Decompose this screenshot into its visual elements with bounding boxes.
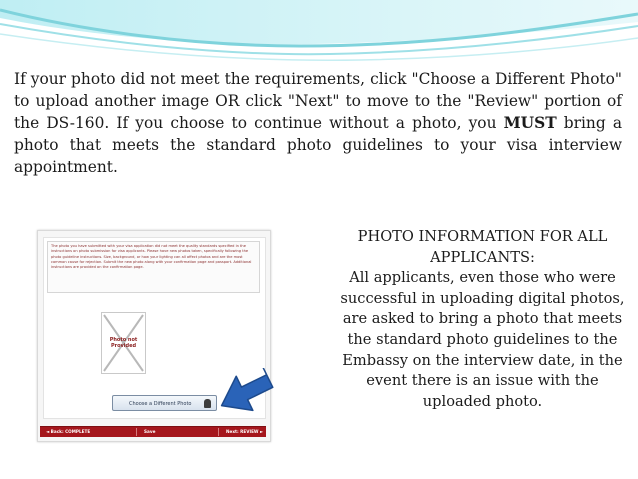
back-complete-button[interactable]: ◄ Back: COMPLETE	[46, 429, 91, 434]
photo-info-body: All applicants, even those who were successful in uploading digital photos, are asked to bring a photo that meets the standard photo guidelines to the Embassy on the interview date, in the event there is an issue with the uploaded photo.	[340, 269, 625, 410]
nav-divider	[218, 428, 219, 436]
instruction-paragraph	[14, 68, 622, 178]
photo-information-panel	[340, 227, 625, 412]
save-button[interactable]: Save	[144, 429, 156, 434]
person-icon	[204, 399, 211, 408]
instruction-text-part1: If your photo did not meet the requirements, click "Choose a Different Photo" to upload another image OR click "Next" to move to the "Review" portion of the DS-160. If you choose to continue without a photo, you	[14, 70, 622, 132]
choose-button-label: Choose a Different Photo	[129, 401, 192, 407]
must-emphasis: MUST	[503, 114, 557, 132]
nav-divider	[136, 428, 137, 436]
photo-notice-text: The photo you have submitted with your visa application did not meet the quality standards specified in the instructions on photo submission for visa applicants. Please have new photos taken, specifically following the photo guideline instructions. Size, background, or how your lighting can all affect photos and are the most common cause for rejection. Submit the new photo along with your confirmation page and passport. Additional instructions are provided on the confirmation page.	[47, 241, 260, 293]
photo-info-heading: PHOTO INFORMATION FOR ALL APPLICANTS:	[357, 228, 608, 266]
photo-not-provided-label: Photo not Provided	[109, 337, 138, 349]
next-review-button[interactable]: Next: REVIEW ►	[226, 429, 264, 434]
decorative-banner	[0, 0, 638, 64]
choose-different-photo-button[interactable]	[112, 395, 217, 411]
instruction-text-part2: bring a photo that meets the standard photo guidelines to your visa interview appointment.	[14, 114, 623, 176]
arrow-icon	[214, 368, 276, 414]
photo-placeholder	[101, 312, 146, 374]
navigation-bar	[40, 426, 266, 437]
